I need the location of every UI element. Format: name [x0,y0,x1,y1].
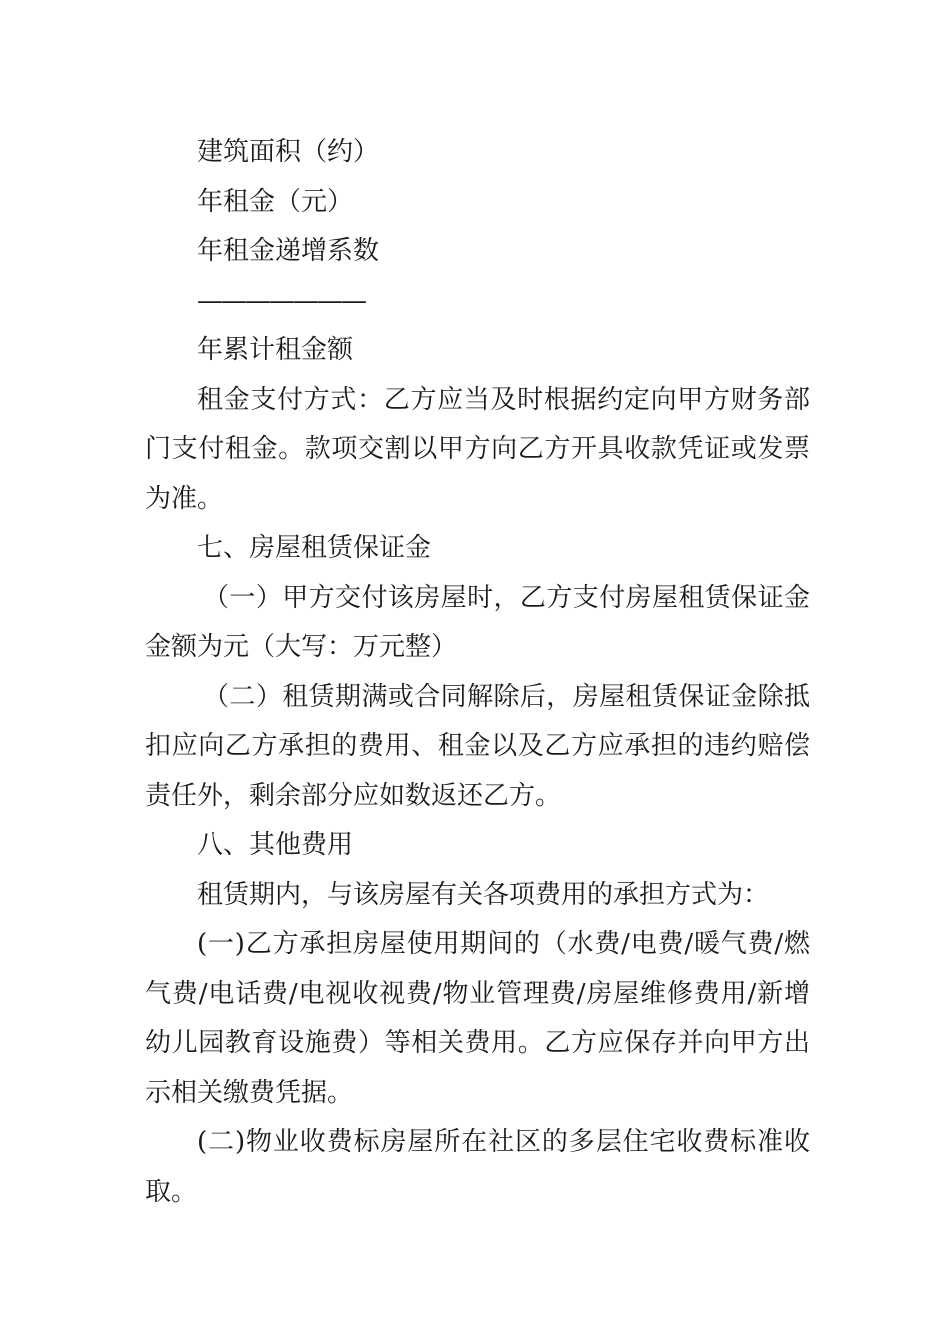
dash-separator: ——————— [197,285,365,316]
deposit-clause-1: （一）甲方交付该房屋时，乙方支付房屋租赁保证金金额为元（大写：万元整） [145,582,810,662]
document-body [145,128,810,1217]
item-cumulative-rent: 年累计租金额 [197,335,354,365]
other-fees-clause-2: (二)物业收费标房屋所在社区的多层住宅收费标准收取。 [145,1127,810,1207]
rent-payment-method-paragraph: 租金支付方式：乙方应当及时根据约定向甲方财务部门支付租金。款项交割以甲方向乙方开具收款凭证或发票为准。 [145,384,810,514]
section-heading-deposit: 七、房屋租赁保证金 [197,533,432,563]
item-annual-rent: 年租金（元） [197,186,354,217]
item-building-area: 建筑面积（约） [197,137,380,167]
section-heading-other-fees: 八、其他费用 [197,830,354,860]
other-fees-intro: 租赁期内，与该房屋有关各项费用的承担方式为： [197,879,770,910]
other-fees-clause-1: (一)乙方承担房屋使用期间的（水费/电费/暖气费/燃气费/电话费/电视收视费/物业管理费/房屋维修费用/新增幼儿园教育设施费）等相关费用。乙方应保存并向甲方出示相关缴费凭据。 [145,929,810,1108]
deposit-clause-2: （二）租赁期满或合同解除后，房屋租赁保证金除抵扣应向乙方承担的费用、租金以及乙方应承担的违约赔偿责任外，剩余部分应如数返还乙方。 [145,681,810,811]
item-rent-increase-coefficient: 年租金递增系数 [197,236,380,266]
